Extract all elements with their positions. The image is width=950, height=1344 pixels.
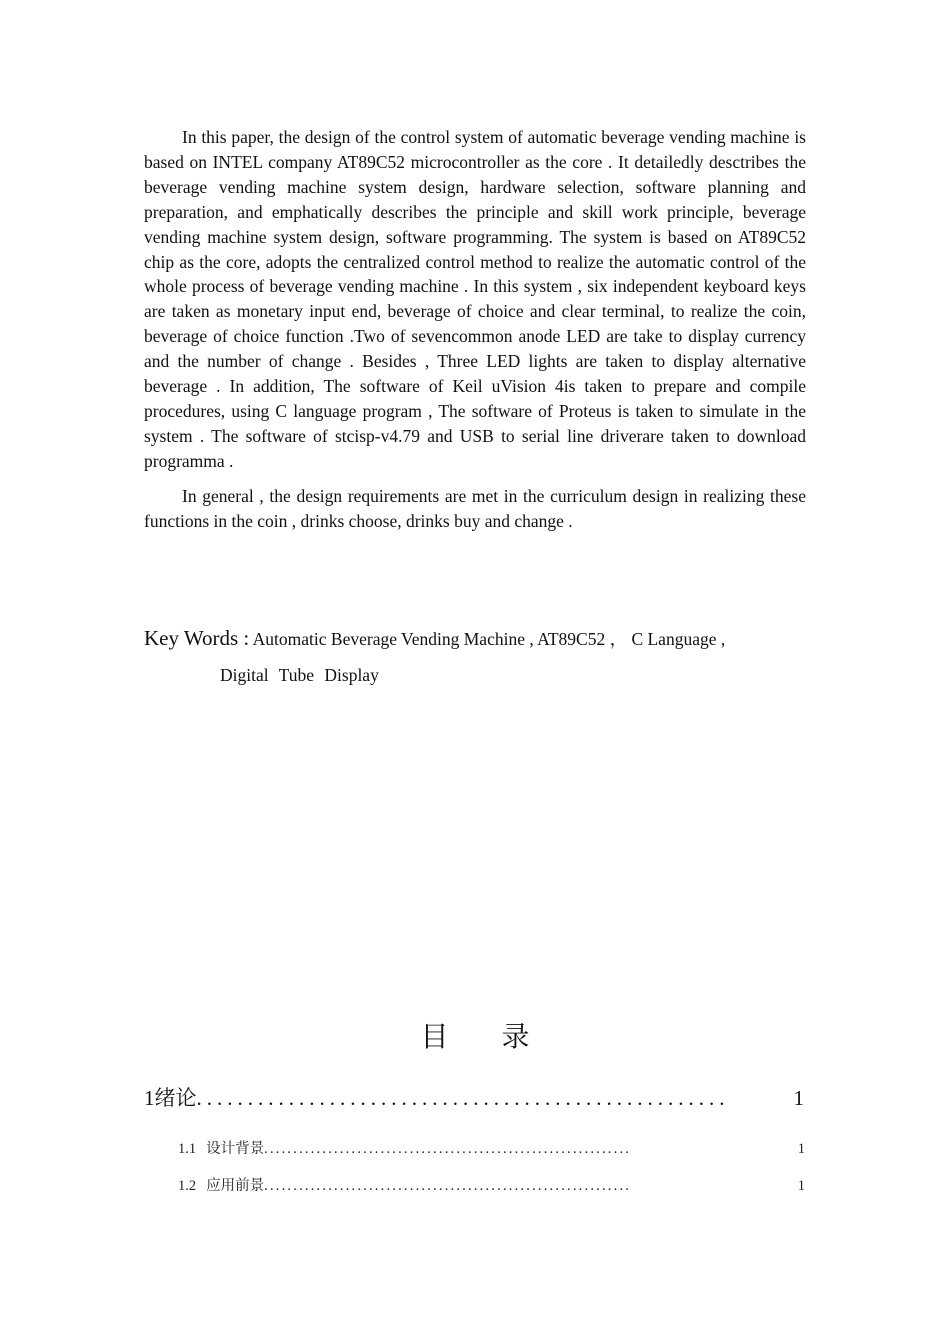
- keywords-label: Key Words :: [144, 626, 250, 650]
- toc-entry-number: 1: [144, 1086, 155, 1110]
- keywords-section: [144, 620, 806, 693]
- toc-title: 目 录: [420, 1020, 552, 1053]
- toc-entry-number: 1.1: [178, 1141, 197, 1157]
- keywords-line-1: Automatic Beverage Vending Machine , AT89C52 ， C Language ,: [252, 629, 726, 649]
- toc-dot-leader: ...............................................................: [264, 1141, 632, 1157]
- toc-entry-page: 1: [793, 1086, 804, 1110]
- abstract-section: [144, 125, 806, 544]
- toc-entry-title: 绪论: [154, 1086, 197, 1110]
- toc-dot-leader: ...............................................................: [264, 1178, 632, 1194]
- toc-entry-1[interactable]: [144, 1082, 804, 1112]
- toc-entry-page: 1: [797, 1141, 805, 1157]
- abstract-paragraph-2: In general , the design requirements are met in the curriculum design in realizing these functions in the coin , drinks choose, drinks buy and change .: [144, 485, 806, 531]
- toc-entry-page: 1: [797, 1178, 805, 1194]
- toc-entry-1-2[interactable]: [178, 1174, 805, 1195]
- toc-dot-leader: ....................................................: [196, 1086, 730, 1110]
- toc-entry-1-1[interactable]: [178, 1137, 805, 1158]
- toc-entry-title: 设计背景: [206, 1141, 265, 1157]
- keywords-line-2: Digital Tube Display: [220, 665, 379, 685]
- toc-entry-number: 1.2: [178, 1178, 197, 1194]
- toc-entry-title: 应用前景: [206, 1178, 265, 1194]
- abstract-paragraph-1: In this paper, the design of the control system of automatic beverage vending machine is based on INTEL company AT89C52 microcontroller as the core . It detailedly desctribes the beverage vending machine system design, hardware selection, software planning and preparation, and emphatically describes the principle and skill work principle, beverage vending machine system design, software programming. The system is based on AT89C52 chip as the core, adopts the centralized control method to realize the automatic control of the whole process of beverage vending machine . In this system , six independent keyboard keys are taken as monetary input end, beverage of choice and clear terminal, to realize the coin, beverage of choice function .Two of sevencommon anode LED are take to display currency and the number of change . Besides , Three LED lights are taken to display alternative beverage . In addition, The software of Keil uVision 4is taken to prepare and compile procedures, using C language program , The software of Proteus is taken to simulate in the system . The software of stcisp-v4.79 and USB to serial line driverare taken to download programma .: [144, 127, 806, 471]
